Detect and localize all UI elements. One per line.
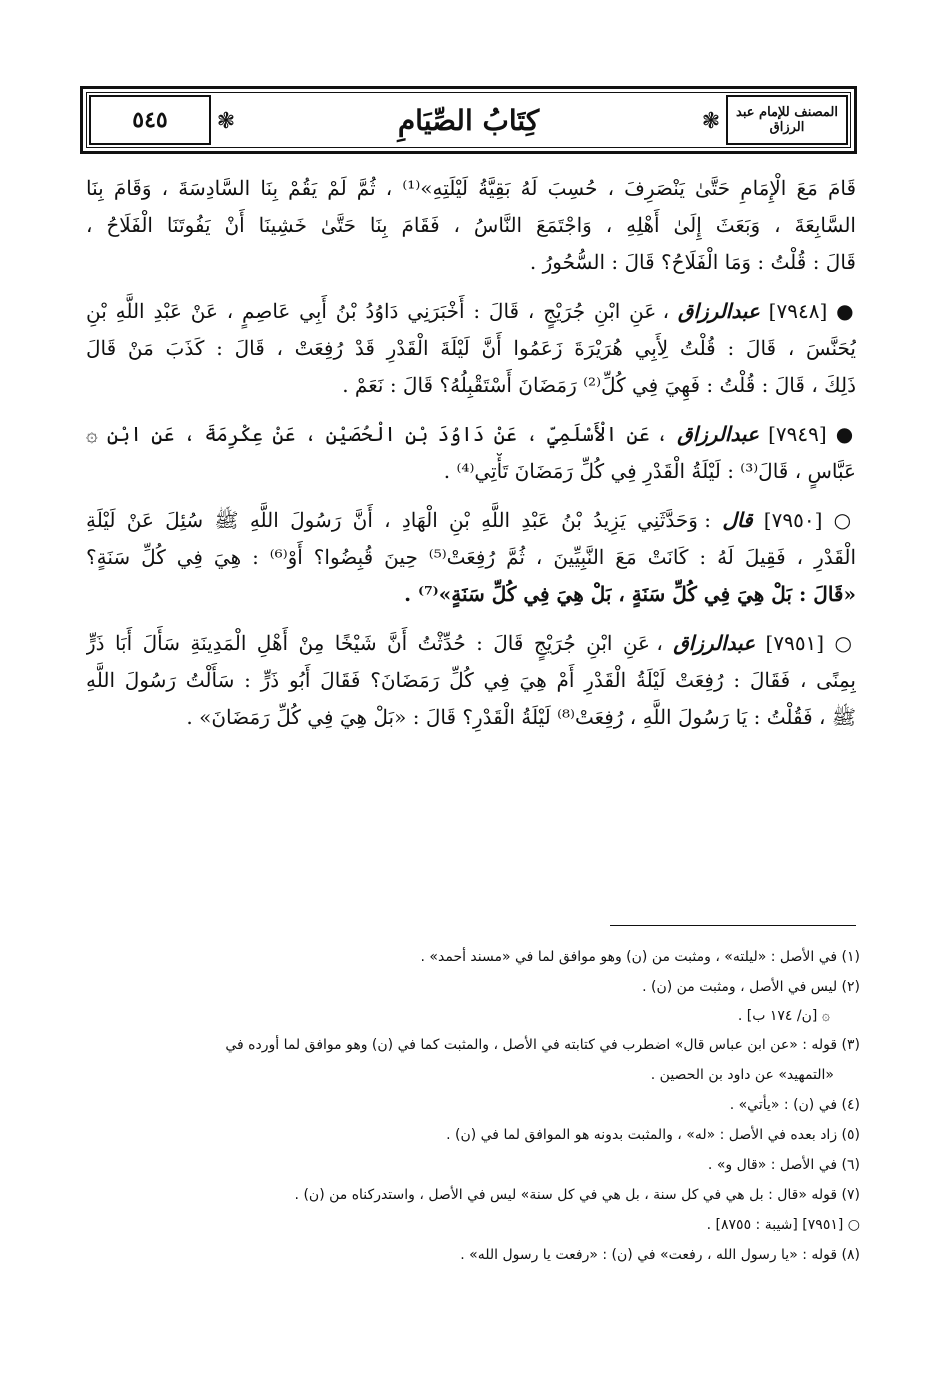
text-line: «قَالَ : بَلْ هِيَ فِي كُلِّ سَنَةٍ ، بَلْ هِيَ فِي كُلِّ سَنَةٍ»⁽⁷⁾ . — [404, 582, 856, 606]
narrator-name: عبدالرزاق — [673, 631, 756, 655]
paragraph-continuation — [86, 170, 856, 281]
text-line: الْقَدْرِ ، فَقِيلَ لَهُ : كَانَتْ مَعَ النَّبِيِّينَ ، ثُمَّ رُفِعَتْ⁽⁵⁾ حِينَ قُبِضُوا؟ أَوْ⁽⁶⁾ : هِيَ فِي كُلِّ سَنَةٍ؟ — [86, 545, 856, 569]
page-number-box — [89, 95, 211, 145]
text-segment: ، عَنِ ابْنِ جُرَيْجٍ قَالَ : حُدِّثْتُ أَنَّ شَيْخًا مِنْ أَهْلِ الْمَدِينَةِ سَأَلَ أَبَا ذَرٍّ — [86, 631, 663, 655]
main-text — [86, 170, 856, 736]
hadith-7949 — [86, 416, 856, 490]
hadith-number: [٧٩٥٠] — [763, 508, 823, 532]
text-line: ذَلِكَ ، قَالَ : قُلْتُ : فَهِيَ فِي كُلِّ⁽²⁾ رَمَضَانَ أَسْتَقْبِلُهُ؟ قَالَ : نَعَمْ . — [342, 373, 856, 397]
footnote: (٥) زاد بعده في الأصل : «له» ، والمثبت بدونه هو الموافق لما في (ن) . — [446, 1127, 860, 1143]
hadith-number: [٧٩٥١] — [765, 631, 825, 655]
footnote: (٧) قوله «قال : بل هي في كل سنة ، بل هي في كل سنة» ليس في الأصل ، واستدركناه من (ن) . — [294, 1187, 860, 1203]
text-line — [86, 625, 856, 662]
text-line: قَالَ : قُلْتُ : وَمَا الْفَلَاحُ؟ قَالَ : السُّحُورُ . — [529, 250, 856, 274]
text-line: بِمِنًى ، فَقَالَ : رُفِعَتْ لَيْلَةُ الْقَدْرِ أَمْ هِيَ فِي كُلِّ رَمَضَانَ؟ فَقَالَ أَبُو ذَرٍّ : سَأَلْتُ رَسُولَ اللَّهِ — [86, 668, 856, 692]
text-line: يُحَنَّسَ ، قَالَ : قُلْتُ لِأَبِي هُرَيْرَةَ زَعَمُوا أَنَّ لَيْلَةَ الْقَدْرِ قَدْ رُفِعَتْ ، قَالَ : كَذَبَ مَنْ قَالَ — [86, 336, 856, 360]
hadith-number: [٧٩٤٨] — [768, 299, 828, 323]
hadith-marker: ● — [836, 299, 856, 323]
ornament-icon: ❃ — [216, 108, 236, 134]
footnote: «التمهيد» عن داود بن الحصين . — [650, 1067, 834, 1083]
footnote: ۞ [ن/ ١٧٤ ب] . — [737, 1008, 830, 1024]
hadith-7950 — [86, 502, 856, 613]
text-line: ﷺ ، فَقُلْتُ : يَا رَسُولَ اللَّهِ ، رُفِعَتْ⁽⁸⁾ لَيْلَةُ الْقَدْرِ؟ قَالَ : «بَلْ هِيَ فِي كُلِّ رَمَضَانَ» . — [186, 705, 856, 729]
text-segment: ، عَنِ ابْنِ جُرَيْجٍ ، قَالَ : أَخْبَرَنِي دَاوُدُ بْنُ أَبِي عَاصِمٍ ، عَنْ عَبْدِ اللَّهِ بْنِ — [86, 299, 670, 323]
text-segment: : وَحَدَّثَنِي يَزِيدُ بْنُ عَبْدِ اللَّهِ بْنِ الْهَادِ ، أَنَّ رَسُولَ اللَّهِ ﷺ سُئِلَ عَنْ لَيْلَةِ — [86, 508, 712, 532]
hadith-7948 — [86, 293, 856, 404]
footnote: (٤) في (ن) : «يأتي» . — [729, 1097, 860, 1113]
hadith-marker: ● — [835, 422, 856, 446]
hadith-7951 — [86, 625, 856, 736]
text-line — [86, 502, 856, 539]
page-header — [80, 86, 857, 154]
ornament-icon: ❃ — [701, 108, 721, 134]
narrator-name: عبدالرزاق — [677, 422, 759, 446]
footnote: (٢) ليس في الأصل ، ومثبت من (ن) . — [642, 979, 860, 995]
series-logo: المصنف للإمام عبد الرزاق — [736, 105, 838, 135]
text-line — [86, 293, 856, 330]
chapter-title: كِتَابُ الصِّيَامِ — [397, 104, 540, 137]
footnotes — [80, 942, 860, 1270]
text-line: قَامَ مَعَ الْإِمَامِ حَتَّىٰ يَنْصَرِفَ ، حُسِبَ لَهُ بَقِيَّةُ لَيْلَتِهِ»⁽¹⁾ ، ثُمَّ لَمْ يَقُمْ بِنَا السَّادِسَةَ ، وَقَامَ بِنَا — [86, 176, 856, 200]
text-line — [86, 416, 856, 453]
footnote: ○ [٧٩٥١] [شيبة : ٨٧٥٥] . — [706, 1217, 860, 1233]
text-segment: ، عَنِ الْأَسْلَمِيِّ ، عَنْ دَاوُدَ بْنِ الْحُصَيْنِ ، عَنْ عِكْرِمَةَ ، عَنِ ابْنِ ۞ — [86, 422, 668, 446]
narrator-name: عبدالرزاق — [677, 299, 760, 323]
series-logo-box — [726, 95, 848, 145]
footnote: (٣) قوله : «عن ابن عباس قال» اضطرب في كتابته في الأصل ، والمثبت كما في (ن) وهو موافق لما أورده في — [225, 1037, 860, 1053]
footnote: (٦) في الأصل : «قال و» . — [707, 1157, 860, 1173]
hadith-marker: ○ — [833, 508, 856, 532]
page-number: ٥٤٥ — [132, 107, 168, 133]
footnote: (٨) قوله : «يا رسول الله ، رفعت» في (ن) : «رفعت يا رسول الله» . — [460, 1247, 860, 1263]
footnote: (١) في الأصل : «ليلته» ، ومثبت من (ن) وهو موافق لما في «مسند أحمد» . — [420, 949, 860, 965]
footnote-divider — [610, 925, 856, 926]
text-line: السَّابِعَةَ ، وَبَعَثَ إِلَىٰ أَهْلِهِ ، وَاجْتَمَعَ النَّاسُ ، فَقَامَ بِنَا حَتَّىٰ خَشِينَا أَنْ يَفُوتَنَا الْفَلَاحُ ، — [86, 213, 856, 237]
narrator-name: قال — [722, 508, 753, 532]
hadith-number: [٧٩٤٩] — [768, 422, 827, 446]
hadith-marker: ○ — [834, 631, 856, 655]
text-line: عَبَّاسٍ ، قَالَ⁽³⁾ : لَيْلَةُ الْقَدْرِ فِي كُلِّ رَمَضَانَ تَأْتِي⁽⁴⁾ . — [443, 459, 856, 483]
